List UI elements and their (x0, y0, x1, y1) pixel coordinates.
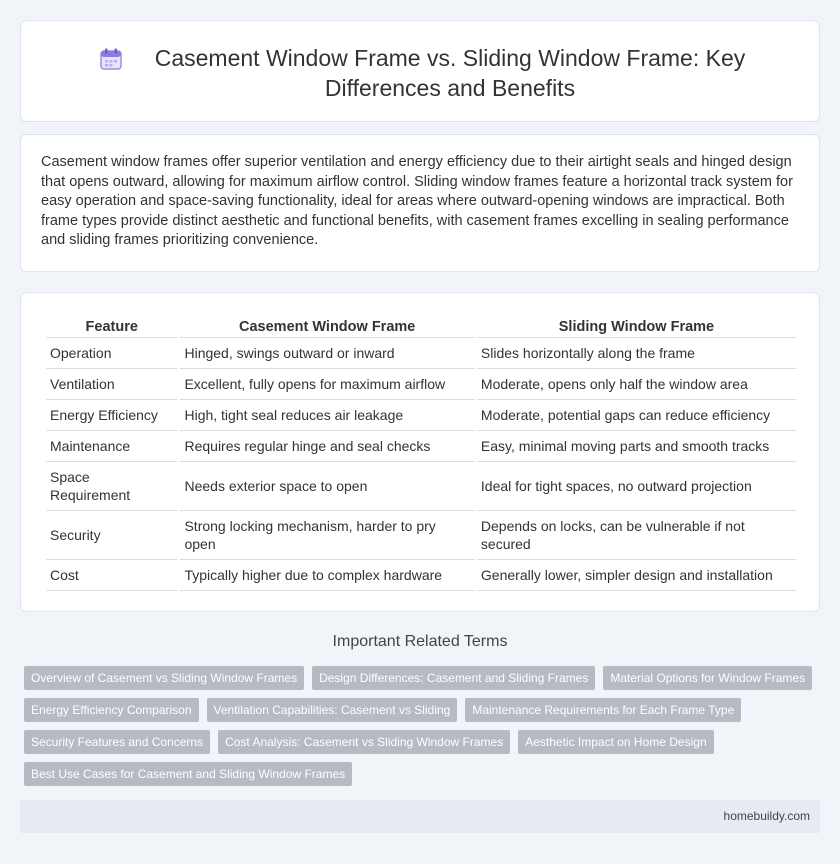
feature-cell: Maintenance (46, 431, 177, 462)
casement-cell: Needs exterior space to open (180, 462, 473, 511)
feature-cell: Cost (46, 560, 177, 591)
related-term-tag[interactable]: Material Options for Window Frames (603, 666, 812, 690)
column-header-sliding: Sliding Window Frame (477, 315, 796, 338)
table-row (46, 338, 796, 369)
footer-site-name[interactable]: homebuildy.com (723, 809, 810, 823)
title-card (20, 20, 820, 122)
related-term-tag[interactable]: Maintenance Requirements for Each Frame Type (465, 698, 741, 722)
table-row (46, 560, 796, 591)
related-term-tag[interactable]: Design Differences: Casement and Sliding Frames (312, 666, 595, 690)
table-row (46, 462, 796, 511)
sliding-cell: Moderate, opens only half the window area (477, 369, 796, 400)
page-title: Casement Window Frame vs. Sliding Window Frame: Key Differences and Benefits (154, 45, 746, 101)
feature-cell: Operation (46, 338, 177, 369)
comparison-table-card (20, 292, 820, 612)
sliding-cell: Moderate, potential gaps can reduce efficiency (477, 400, 796, 431)
sliding-cell: Ideal for tight spaces, no outward projection (477, 462, 796, 511)
casement-cell: Excellent, fully opens for maximum airflow (180, 369, 473, 400)
related-term-tag[interactable]: Overview of Casement vs Sliding Window Frames (24, 666, 304, 690)
sliding-cell: Easy, minimal moving parts and smooth tracks (477, 431, 796, 462)
summary-card (20, 134, 820, 272)
related-terms-list (24, 666, 820, 786)
feature-cell: Space Requirement (46, 462, 177, 511)
related-term-tag[interactable]: Ventilation Capabilities: Casement vs Sliding (207, 698, 458, 722)
summary-paragraph: Casement window frames offer superior ventilation and energy efficiency due to their airtight seals and hinged design that opens outward, allowing for maximum airflow control. Sliding window frames feature a horizontal track system for easy operation and space-saving functionality, ideal for areas where outward-opening windows are impractical. Both frame types provide distinct aesthetic and functional benefits, with casement frames excelling in sealing performance and sliding frames prioritizing convenience. (41, 154, 793, 249)
related-term-tag[interactable]: Best Use Cases for Casement and Sliding Window Frames (24, 762, 352, 786)
related-term-tag[interactable]: Security Features and Concerns (24, 730, 210, 754)
casement-cell: Strong locking mechanism, harder to pry open (180, 511, 473, 560)
feature-cell: Ventilation (46, 369, 177, 400)
feature-cell: Security (46, 511, 177, 560)
footer (20, 800, 820, 833)
table-row (46, 431, 796, 462)
related-terms-heading: Important Related Terms (332, 633, 508, 650)
table-header-row (46, 315, 796, 338)
column-header-casement: Casement Window Frame (180, 315, 473, 338)
related-term-tag[interactable]: Cost Analysis: Casement vs Sliding Window Frames (218, 730, 510, 754)
table-row (46, 400, 796, 431)
casement-cell: Requires regular hinge and seal checks (180, 431, 473, 462)
casement-cell: High, tight seal reduces air leakage (180, 400, 473, 431)
related-term-tag[interactable]: Energy Efficiency Comparison (24, 698, 199, 722)
sliding-cell: Depends on locks, can be vulnerable if not secured (477, 511, 796, 560)
sliding-cell: Slides horizontally along the frame (477, 338, 796, 369)
column-header-feature: Feature (46, 315, 177, 338)
casement-cell: Hinged, swings outward or inward (180, 338, 473, 369)
table-row (46, 511, 796, 560)
comparison-table (43, 315, 799, 591)
sliding-cell: Generally lower, simpler design and installation (477, 560, 796, 591)
table-row (46, 369, 796, 400)
feature-cell: Energy Efficiency (46, 400, 177, 431)
casement-cell: Typically higher due to complex hardware (180, 560, 473, 591)
related-term-tag[interactable]: Aesthetic Impact on Home Design (518, 730, 713, 754)
